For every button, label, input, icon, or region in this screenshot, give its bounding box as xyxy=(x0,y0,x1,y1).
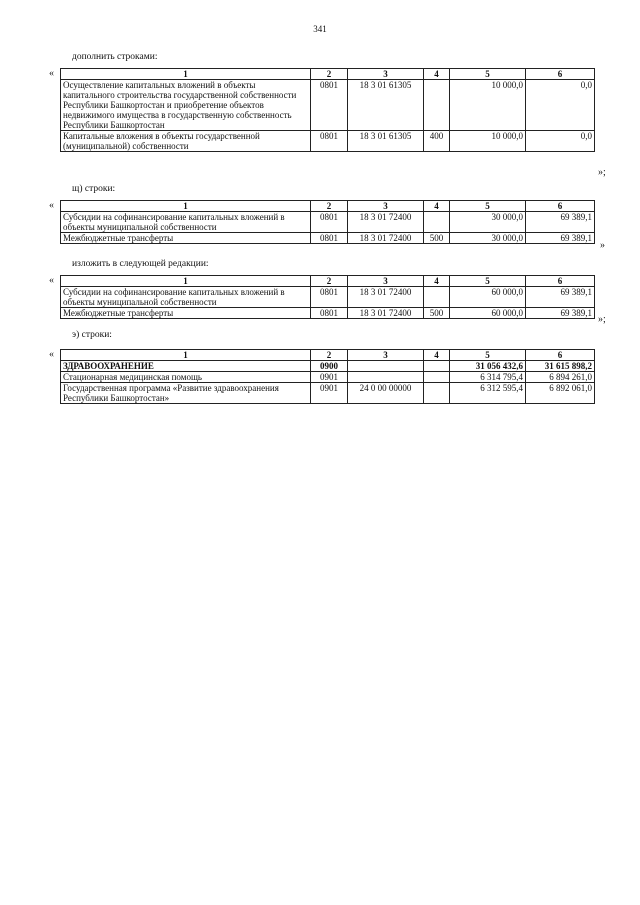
amount-col6: 69 389,1 xyxy=(526,287,595,308)
section-intro: изложить в следующей редакции: xyxy=(72,259,209,269)
col-header: 3 xyxy=(348,350,424,361)
expense-type xyxy=(424,212,450,233)
table-row xyxy=(61,361,595,372)
expense-type: 500 xyxy=(424,233,450,244)
col-header: 5 xyxy=(450,276,526,287)
row-name: Субсидии на софинансирование капитальных вложений в объекты муниципальной собственности xyxy=(61,287,311,308)
section-intro: дополнить строками: xyxy=(72,52,158,62)
section-intro: щ) строки: xyxy=(72,184,116,194)
target-code xyxy=(348,361,424,372)
col-header: 3 xyxy=(348,276,424,287)
table-row xyxy=(61,212,595,233)
section-code: 0801 xyxy=(311,212,348,233)
table-row xyxy=(61,80,595,131)
amount-col6: 0,0 xyxy=(526,80,595,131)
row-name: Осуществление капитальных вложений в объекты капитального строительства государственной собственности Республики Башкортостан и приобретение объектов недвижимого имущества в государственную собственность Республики Башкортостан xyxy=(61,80,311,131)
closing-quote: »; xyxy=(598,167,606,178)
section-code: 0801 xyxy=(311,80,348,131)
col-header: 2 xyxy=(311,69,348,80)
amount-col5: 31 056 432,6 xyxy=(450,361,526,372)
budget-table xyxy=(60,200,595,244)
table-row xyxy=(61,383,595,404)
row-name: Межбюджетные трансферты xyxy=(61,308,311,319)
col-header: 2 xyxy=(311,276,348,287)
target-code: 18 3 01 72400 xyxy=(348,212,424,233)
expense-type xyxy=(424,383,450,404)
col-header: 4 xyxy=(424,69,450,80)
table-row xyxy=(61,287,595,308)
budget-table xyxy=(60,275,595,319)
col-header: 3 xyxy=(348,201,424,212)
col-header: 5 xyxy=(450,350,526,361)
target-code: 18 3 01 72400 xyxy=(348,308,424,319)
section-code: 0801 xyxy=(311,233,348,244)
row-name: Межбюджетные трансферты xyxy=(61,233,311,244)
expense-type xyxy=(424,361,450,372)
table-header-row xyxy=(61,276,595,287)
opening-quote: « xyxy=(49,275,54,286)
section-code: 0801 xyxy=(311,131,348,152)
col-header: 6 xyxy=(526,350,595,361)
amount-col6: 6 892 061,0 xyxy=(526,383,595,404)
expense-type xyxy=(424,287,450,308)
amount-col5: 30 000,0 xyxy=(450,233,526,244)
col-header: 6 xyxy=(526,276,595,287)
section-code: 0801 xyxy=(311,308,348,319)
amount-col5: 10 000,0 xyxy=(450,131,526,152)
table-row xyxy=(61,308,595,319)
amount-col5: 60 000,0 xyxy=(450,308,526,319)
section-code: 0901 xyxy=(311,383,348,404)
col-header: 2 xyxy=(311,201,348,212)
expense-type xyxy=(424,80,450,131)
opening-quote: « xyxy=(49,68,54,79)
col-header: 6 xyxy=(526,69,595,80)
target-code: 18 3 01 61305 xyxy=(348,80,424,131)
table-row xyxy=(61,233,595,244)
table-row xyxy=(61,372,595,383)
amount-col6: 31 615 898,2 xyxy=(526,361,595,372)
section-code: 0801 xyxy=(311,287,348,308)
target-code: 18 3 01 72400 xyxy=(348,233,424,244)
expense-type: 400 xyxy=(424,131,450,152)
amount-col5: 6 314 795,4 xyxy=(450,372,526,383)
table-header-row xyxy=(61,201,595,212)
col-header: 1 xyxy=(61,350,311,361)
row-name: Капитальные вложения в объекты государственной (муниципальной) собственности xyxy=(61,131,311,152)
col-header: 4 xyxy=(424,276,450,287)
amount-col5: 30 000,0 xyxy=(450,212,526,233)
col-header: 4 xyxy=(424,350,450,361)
col-header: 1 xyxy=(61,69,311,80)
col-header: 4 xyxy=(424,201,450,212)
target-code: 24 0 00 00000 xyxy=(348,383,424,404)
col-header: 3 xyxy=(348,69,424,80)
target-code: 18 3 01 61305 xyxy=(348,131,424,152)
section-code: 0901 xyxy=(311,372,348,383)
target-code: 18 3 01 72400 xyxy=(348,287,424,308)
row-name: Государственная программа «Развитие здравоохранения Республики Башкортостан» xyxy=(61,383,311,404)
row-name: Субсидии на софинансирование капитальных вложений в объекты муниципальной собственности xyxy=(61,212,311,233)
closing-quote: »; xyxy=(598,314,606,325)
page-number: 341 xyxy=(313,24,327,34)
table-row xyxy=(61,131,595,152)
amount-col6: 6 894 261,0 xyxy=(526,372,595,383)
col-header: 5 xyxy=(450,201,526,212)
closing-quote: » xyxy=(600,240,605,251)
row-name: Стационарная медицинская помощь xyxy=(61,372,311,383)
budget-table xyxy=(60,68,595,152)
amount-col6: 69 389,1 xyxy=(526,233,595,244)
col-header: 5 xyxy=(450,69,526,80)
section-intro: э) строки: xyxy=(72,330,112,340)
amount-col6: 0,0 xyxy=(526,131,595,152)
col-header: 1 xyxy=(61,276,311,287)
amount-col6: 69 389,1 xyxy=(526,308,595,319)
expense-type xyxy=(424,372,450,383)
col-header: 1 xyxy=(61,201,311,212)
budget-table xyxy=(60,349,595,404)
target-code xyxy=(348,372,424,383)
expense-type: 500 xyxy=(424,308,450,319)
amount-col6: 69 389,1 xyxy=(526,212,595,233)
table-header-row xyxy=(61,69,595,80)
amount-col5: 10 000,0 xyxy=(450,80,526,131)
col-header: 2 xyxy=(311,350,348,361)
row-name: ЗДРАВООХРАНЕНИЕ xyxy=(61,361,311,372)
section-code: 0900 xyxy=(311,361,348,372)
col-header: 6 xyxy=(526,201,595,212)
amount-col5: 6 312 595,4 xyxy=(450,383,526,404)
opening-quote: « xyxy=(49,349,54,360)
amount-col5: 60 000,0 xyxy=(450,287,526,308)
table-header-row xyxy=(61,350,595,361)
opening-quote: « xyxy=(49,200,54,211)
